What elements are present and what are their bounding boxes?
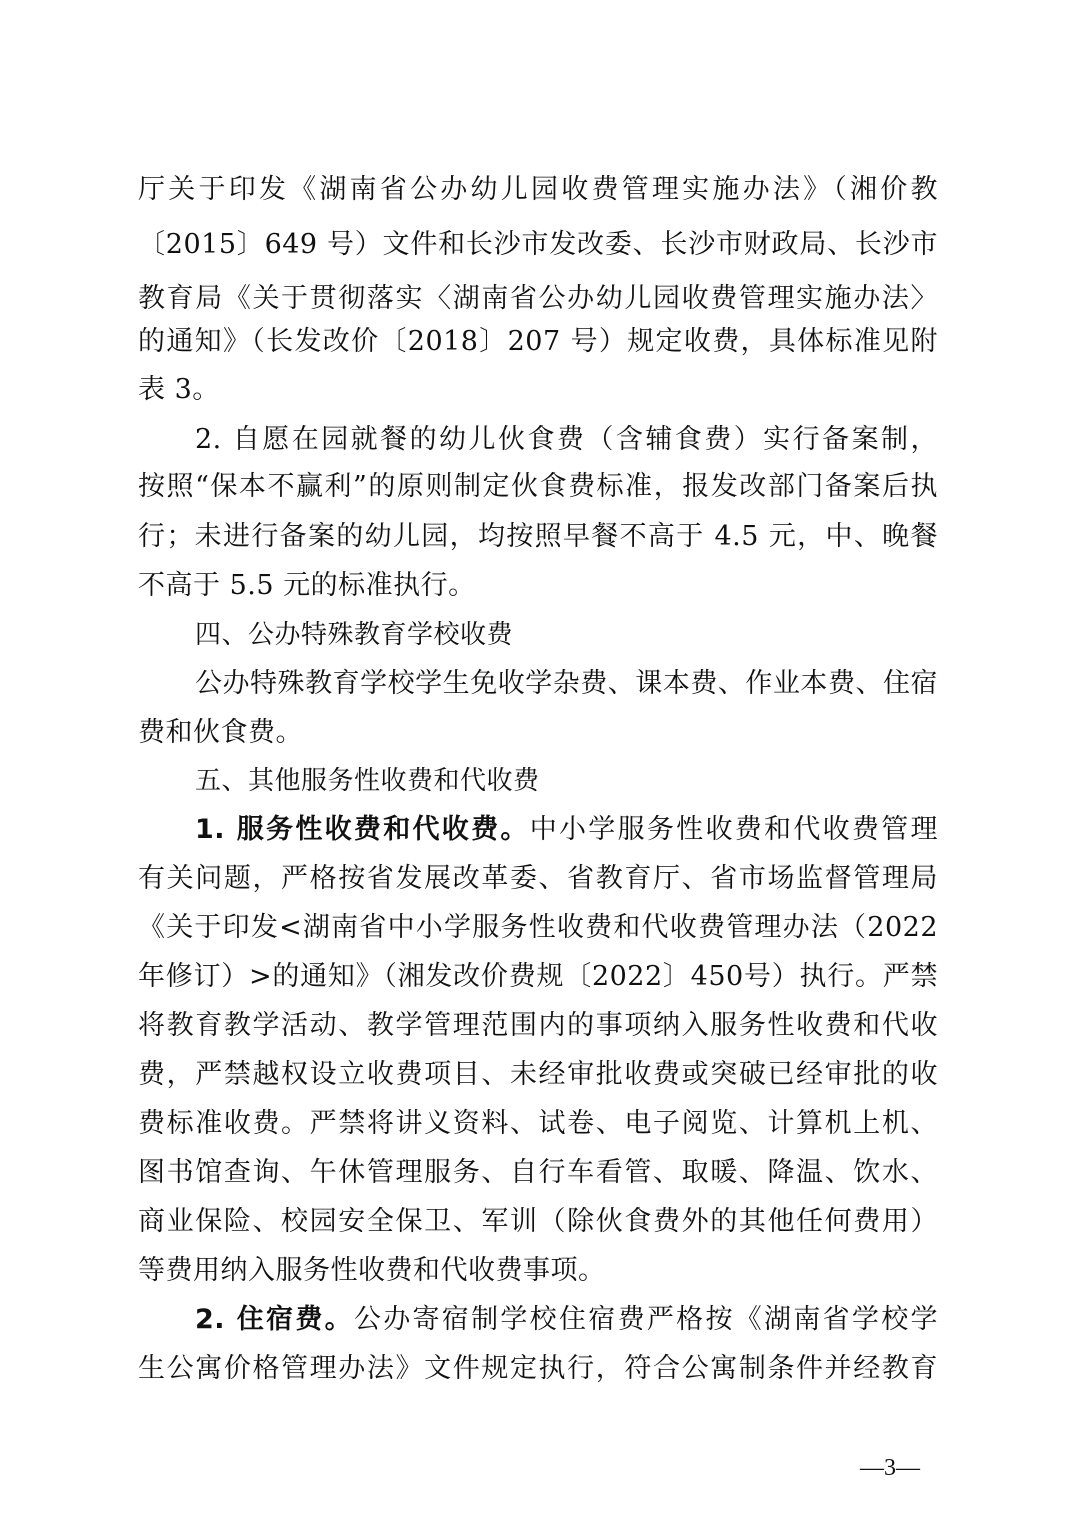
bold-lead: 1. 服务性收费和代收费。 [195,814,530,845]
paragraph-line: 商业保险、校园安全保卫、军训（除伙食费外的其他任何费用） [138,1206,938,1237]
page-number: —3— [860,1455,920,1481]
paragraph-line: 费和伙食费。 [138,717,303,748]
paragraph-line: 2. 自愿在园就餐的幼儿伙食费（含辅食费）实行备案制， [195,424,938,455]
section-heading: 五、其他服务性收费和代收费 [195,766,540,796]
paragraph-line: 将教育教学活动、教学管理范围内的事项纳入服务性收费和代收 [138,1010,938,1041]
paragraph-line: 有关问题，严格按省发展改革委、省教育厅、省市场监督管理局 [138,863,938,894]
paragraph-line: 图书馆查询、午休管理服务、自行车看管、取暖、降温、饮水、 [138,1157,938,1188]
paragraph-line: 费，严禁越权设立收费项目、未经审批收费或突破已经审批的收 [138,1059,938,1090]
paragraph-line: 生公寓价格管理办法》文件规定执行，符合公寓制条件并经教育 [138,1353,938,1384]
paragraph-line-with-bold-lead [195,1300,938,1340]
bold-lead: 2. 住宿费。 [195,1304,354,1335]
paragraph-line: 的通知》（长发改价〔2018〕207 号）规定收费，具体标准见附 [138,326,938,357]
paragraph-line: 年修订）>的通知》（湘发改价费规〔2022〕450号）执行。严禁 [138,961,938,992]
text-run: 公办寄宿制学校住宿费严格按《湖南省学校学 [353,1304,938,1335]
paragraph-line: 表 3。 [138,374,220,405]
paragraph-line: 公办特殊教育学校学生免收学杂费、课本费、作业本费、住宿 [195,668,938,699]
section-heading: 四、公办特殊教育学校收费 [195,620,514,650]
paragraph-line-with-bold-lead [195,810,938,850]
paragraph-line: 厅关于印发《湖南省公办幼儿园收费管理实施办法》（湘价教 [138,174,938,205]
paragraph-line: 等费用纳入服务性收费和代收费事项。 [138,1255,606,1286]
paragraph-line: 〔2015〕649 号）文件和长沙市发改委、长沙市财政局、长沙市 [138,229,938,260]
paragraph-line: 费标准收费。严禁将讲义资料、试卷、电子阅览、计算机上机、 [138,1108,938,1139]
paragraph-line: 行；未进行备案的幼儿园，均按照早餐不高于 4.5 元，中、晚餐 [138,521,938,552]
paragraph-line: 《关于印发<湖南省中小学服务性收费和代收费管理办法（2022 [138,912,938,943]
text-run: 中小学服务性收费和代收费管理 [529,814,939,845]
paragraph-line: 教育局《关于贯彻落实〈湖南省公办幼儿园收费管理实施办法〉 [138,283,938,314]
paragraph-line: 不高于 5.5 元的标准执行。 [138,570,476,601]
paragraph-line: 按照“保本不赢利”的原则制定伙食费标准，报发改部门备案后执 [138,471,938,502]
